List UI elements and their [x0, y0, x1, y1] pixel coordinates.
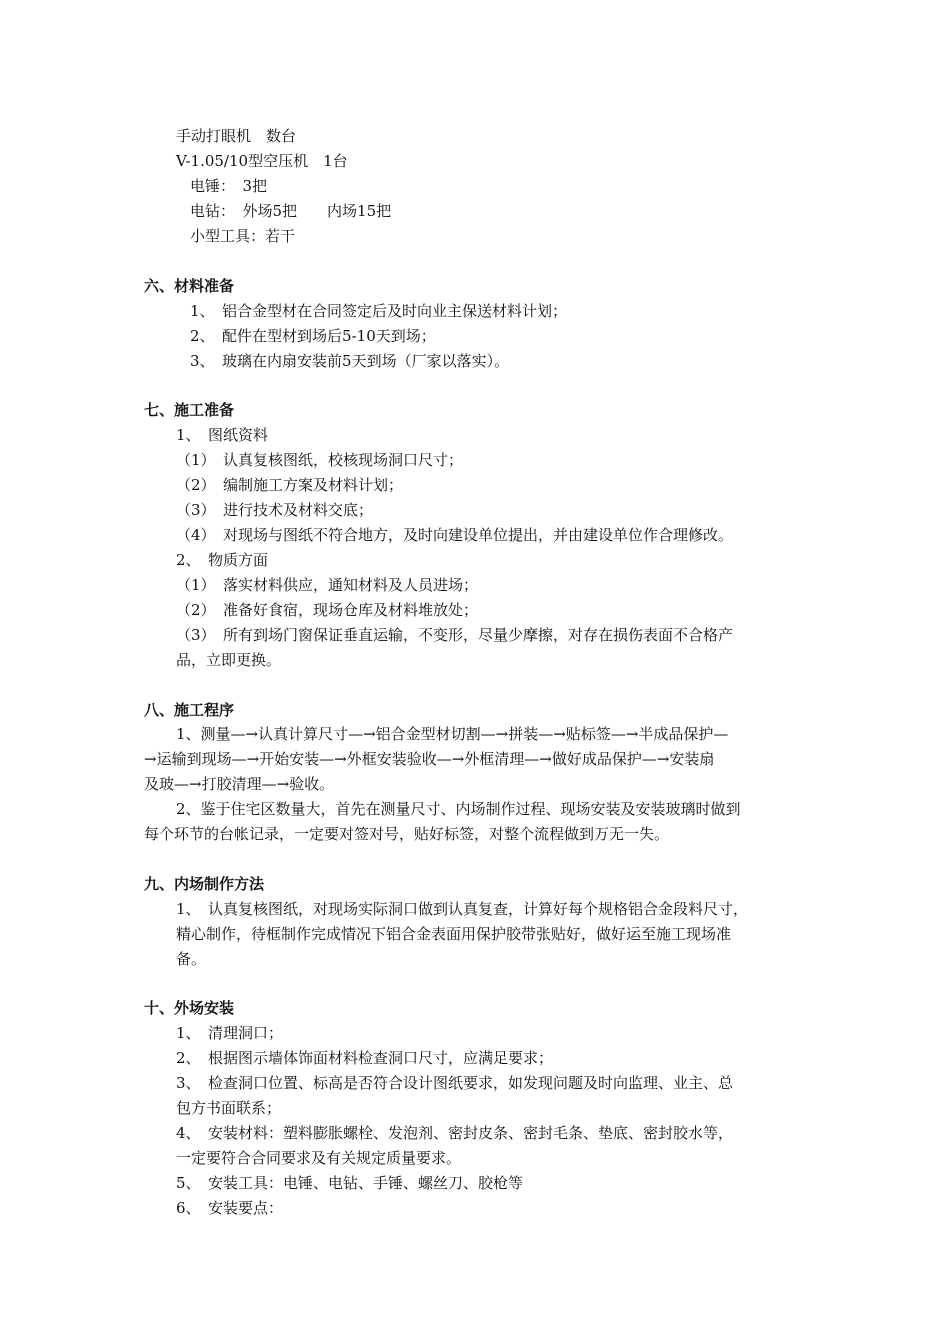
list-item: 1、 清理洞口； [176, 1024, 284, 1042]
list-item: 2、 根据图示墙体饰面材料检查洞口尺寸，应满足要求； [176, 1049, 554, 1067]
paragraph-line: 1、测量—→认真计算尺寸—→铝合金型材切割—→拼装—→贴标签—→半成品保护— [176, 725, 729, 743]
list-item: （4） 对现场与图纸不符合地方，及时向建设单位提出，并由建设单位作合理修改。 [176, 526, 734, 544]
tool-line: 电钻： 外场5把 内场15把 [190, 202, 392, 220]
list-item: 3、 检查洞口位置、标高是否符合设计图纸要求，如发现问题及时向监理、业主、总 [176, 1074, 734, 1092]
section-heading: 六、材料准备 [144, 277, 235, 295]
paragraph-line: 每个环节的台帐记录，一定要对签对号，贴好标签，对整个流程做到万无一失。 [144, 825, 670, 843]
list-item: 一定要符合合同要求及有关规定质量要求。 [176, 1149, 462, 1167]
list-item: 5、 安装工具：电锤、电钻、手锤、螺丝刀、胶枪等 [176, 1174, 524, 1192]
list-item: （3） 进行技术及材料交底； [176, 501, 374, 519]
paragraph-line: 备。 [176, 950, 207, 968]
list-item: （3） 所有到场门窗保证垂直运输，不变形，尽量少摩擦，对存在损伤表面不合格产 [176, 626, 734, 644]
section-heading: 十、外场安装 [144, 999, 235, 1017]
paragraph-line: 2、鉴于住宅区数量大，首先在测量尺寸、内场制作过程、现场安装及安装玻璃时做到 [176, 800, 741, 818]
list-item: 4、 安装材料：塑料膨胀螺栓、发泡剂、密封皮条、密封毛条、垫底、密封胶水等， [176, 1124, 734, 1142]
list-item: （1） 落实材料供应，通知材料及人员进场； [176, 576, 479, 594]
paragraph-line: 及玻—→打胶清理—→验收。 [144, 775, 335, 793]
list-item: 品，立即更换。 [176, 651, 282, 669]
paragraph-line: 精心制作，待框制作完成情况下铝合金表面用保护胶带张贴好，做好运至施工现场准 [176, 925, 732, 943]
list-item: 6、 安装要点： [176, 1199, 284, 1217]
tool-line: 电锤： 3把 [190, 177, 268, 195]
list-item: 1、 图纸资料 [176, 426, 269, 444]
tool-line: 小型工具：若干 [190, 227, 296, 245]
paragraph-line: →运输到现场—→开始安装—→外框安装验收—→外框清理—→做好成品保护—→安装扇 [144, 750, 715, 768]
list-item: 3、 玻璃在内扇安装前5天到场（厂家以落实）。 [190, 352, 510, 370]
list-item: 2、 配件在型材到场后5-10天到场； [190, 327, 436, 345]
section-heading: 九、内场制作方法 [144, 875, 265, 893]
list-item: （2） 准备好食宿，现场仓库及材料堆放处； [176, 601, 479, 619]
list-item: 2、 物质方面 [176, 551, 269, 569]
tool-line: V-1.05/10型空压机 1台 [176, 152, 348, 170]
section-heading: 八、施工程序 [144, 701, 235, 719]
section-heading: 七、施工准备 [144, 401, 235, 419]
list-item: 1、 铝合金型材在合同签定后及时向业主保送材料计划； [190, 302, 568, 320]
tool-line: 手动打眼机 数台 [176, 127, 297, 145]
list-item: （2） 编制施工方案及材料计划； [176, 476, 404, 494]
paragraph-line: 1、 认真复核图纸，对现场实际洞口做到认真复查，计算好每个规格铝合金段料尺寸， [176, 900, 749, 918]
list-item: （1） 认真复核图纸，校核现场洞口尺寸； [176, 451, 464, 469]
list-item: 包方书面联系； [176, 1099, 282, 1117]
